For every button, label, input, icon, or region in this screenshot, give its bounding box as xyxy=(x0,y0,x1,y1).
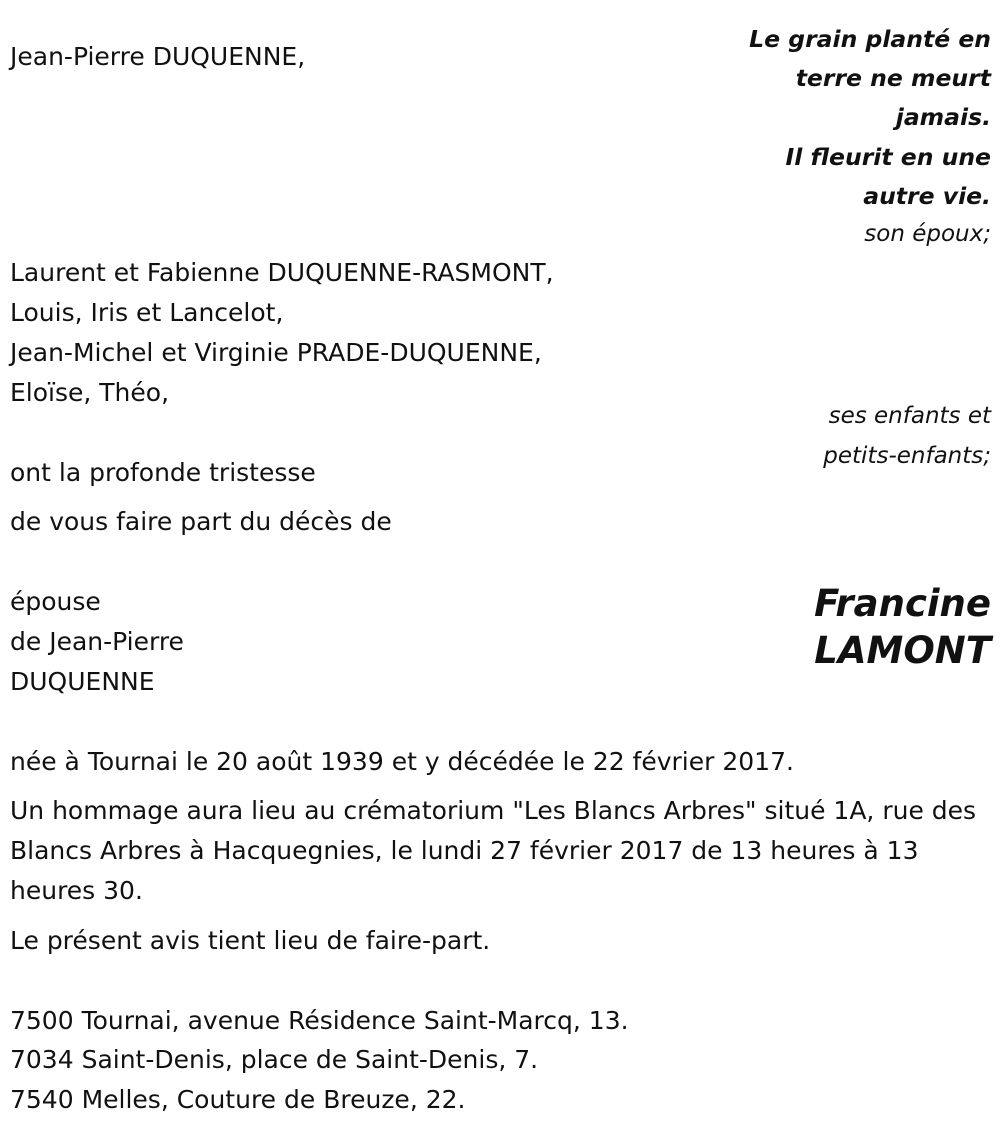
family-line: Jean-Michel et Virginie PRADE-DUQUENNE, xyxy=(10,338,542,367)
address-line: 7034 Saint-Denis, place de Saint-Denis, 7. xyxy=(10,1045,539,1074)
husband-name: Jean-Pierre DUQUENNE, xyxy=(10,42,306,71)
deceased-name xyxy=(814,580,991,674)
spouse-line: épouse xyxy=(10,587,101,616)
spouse-line: DUQUENNE xyxy=(10,667,155,696)
epitaph-quote xyxy=(749,20,991,216)
address-line: 7500 Tournai, avenue Résidence Saint-Marcq, 13. xyxy=(10,1006,629,1035)
deceased-first-name: Francine xyxy=(814,582,991,625)
address-line: 7540 Melles, Couture de Breuze, 22. xyxy=(10,1085,466,1114)
tribute-info: Un hommage aura lieu au crématorium "Les Blancs Arbres" situé 1A, rue des Blancs Arbres à Hacquegnies, le lundi 27 février 2017 de 13 heures à 13 heures 30. xyxy=(10,796,977,905)
spouse-line: de Jean-Pierre xyxy=(10,627,184,656)
announcement-sadness: ont la profonde tristesse xyxy=(10,458,316,487)
quote-line: autre vie. xyxy=(863,181,991,210)
family-line: Louis, Iris et Lancelot, xyxy=(10,298,284,327)
family-role-line: ses enfants et xyxy=(828,403,991,429)
announcement-notify: de vous faire part du décès de xyxy=(10,507,392,536)
quote-line: jamais. xyxy=(895,103,991,132)
notice-text: Le présent avis tient lieu de faire-part. xyxy=(10,926,491,955)
deceased-last-name: LAMONT xyxy=(814,629,991,672)
quote-line: Il fleurit en une xyxy=(785,142,991,171)
family-line: Eloïse, Théo, xyxy=(10,378,170,407)
family-line: Laurent et Fabienne DUQUENNE-RASMONT, xyxy=(10,258,554,287)
birth-death-info: née à Tournai le 20 août 1939 et y décédée le 22 février 2017. xyxy=(10,747,794,776)
quote-line: terre ne meurt xyxy=(795,64,991,93)
family-role-line: petits-enfants; xyxy=(823,443,991,469)
quote-line: Le grain planté en xyxy=(749,25,991,53)
husband-role: son époux; xyxy=(864,221,991,247)
